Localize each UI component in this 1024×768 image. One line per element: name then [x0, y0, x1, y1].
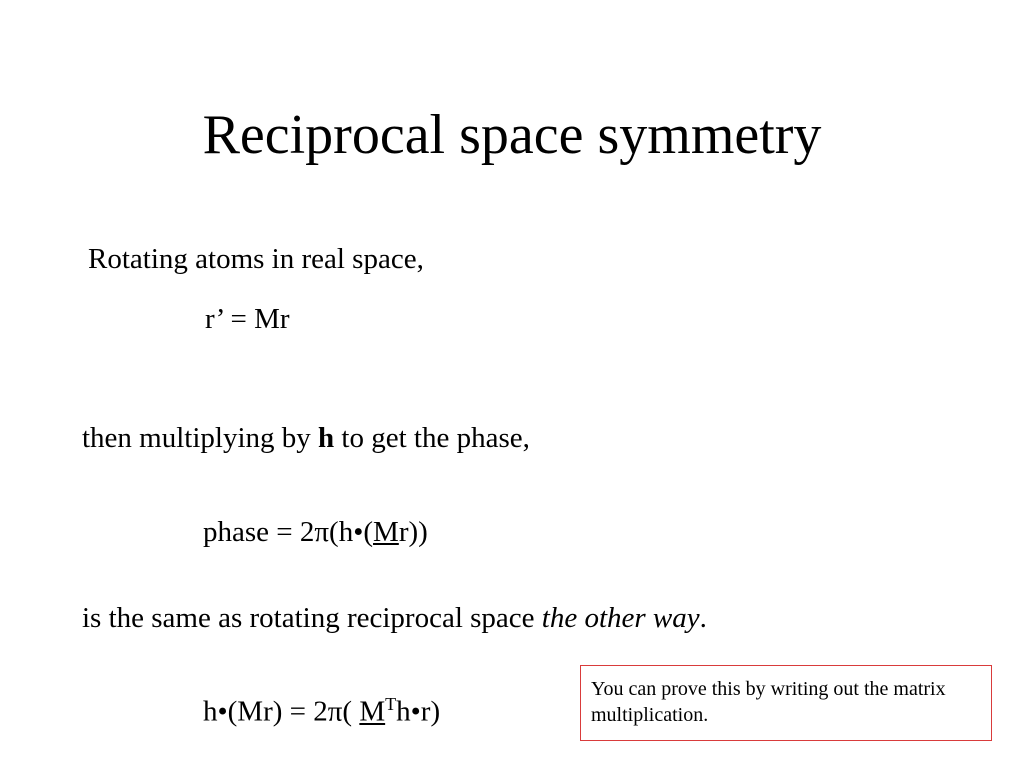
slide-title: Reciprocal space symmetry: [202, 104, 822, 166]
h-vector-bold: h: [318, 422, 335, 454]
transpose-eq-end: h•r): [396, 695, 441, 728]
matrix-m-underlined: M: [359, 695, 386, 728]
transpose-eq-start: h•(Mr) = 2: [203, 695, 328, 728]
matrix-m-underlined: M: [373, 516, 399, 548]
reciprocal-period: .: [699, 602, 707, 634]
phase-intro-rest: to get the phase,: [334, 422, 530, 454]
phase-eq-end: r)): [398, 516, 428, 548]
intro-line: Rotating atoms in real space,: [88, 243, 424, 275]
reciprocal-line: [82, 600, 707, 636]
other-way-italic: the other way: [541, 602, 700, 634]
reciprocal-text: is the same as rotating reciprocal space: [82, 602, 542, 634]
phase-eq-start: phase = 2: [203, 516, 315, 548]
pi-symbol: π: [314, 516, 330, 548]
phase-intro-text: then multiplying by: [82, 422, 319, 454]
rotation-equation: r’ = Mr: [205, 303, 290, 335]
transpose-superscript: T: [385, 694, 397, 714]
transpose-equation: [203, 686, 440, 730]
phase-eq-mid: (h•(: [329, 516, 374, 548]
pi-symbol: π: [327, 695, 343, 728]
phase-intro-line: [82, 420, 530, 456]
transpose-eq-open: (: [342, 695, 360, 728]
proof-note-box: You can prove this by writing out the matrix multiplication.: [580, 665, 992, 741]
phase-equation: [203, 514, 428, 550]
